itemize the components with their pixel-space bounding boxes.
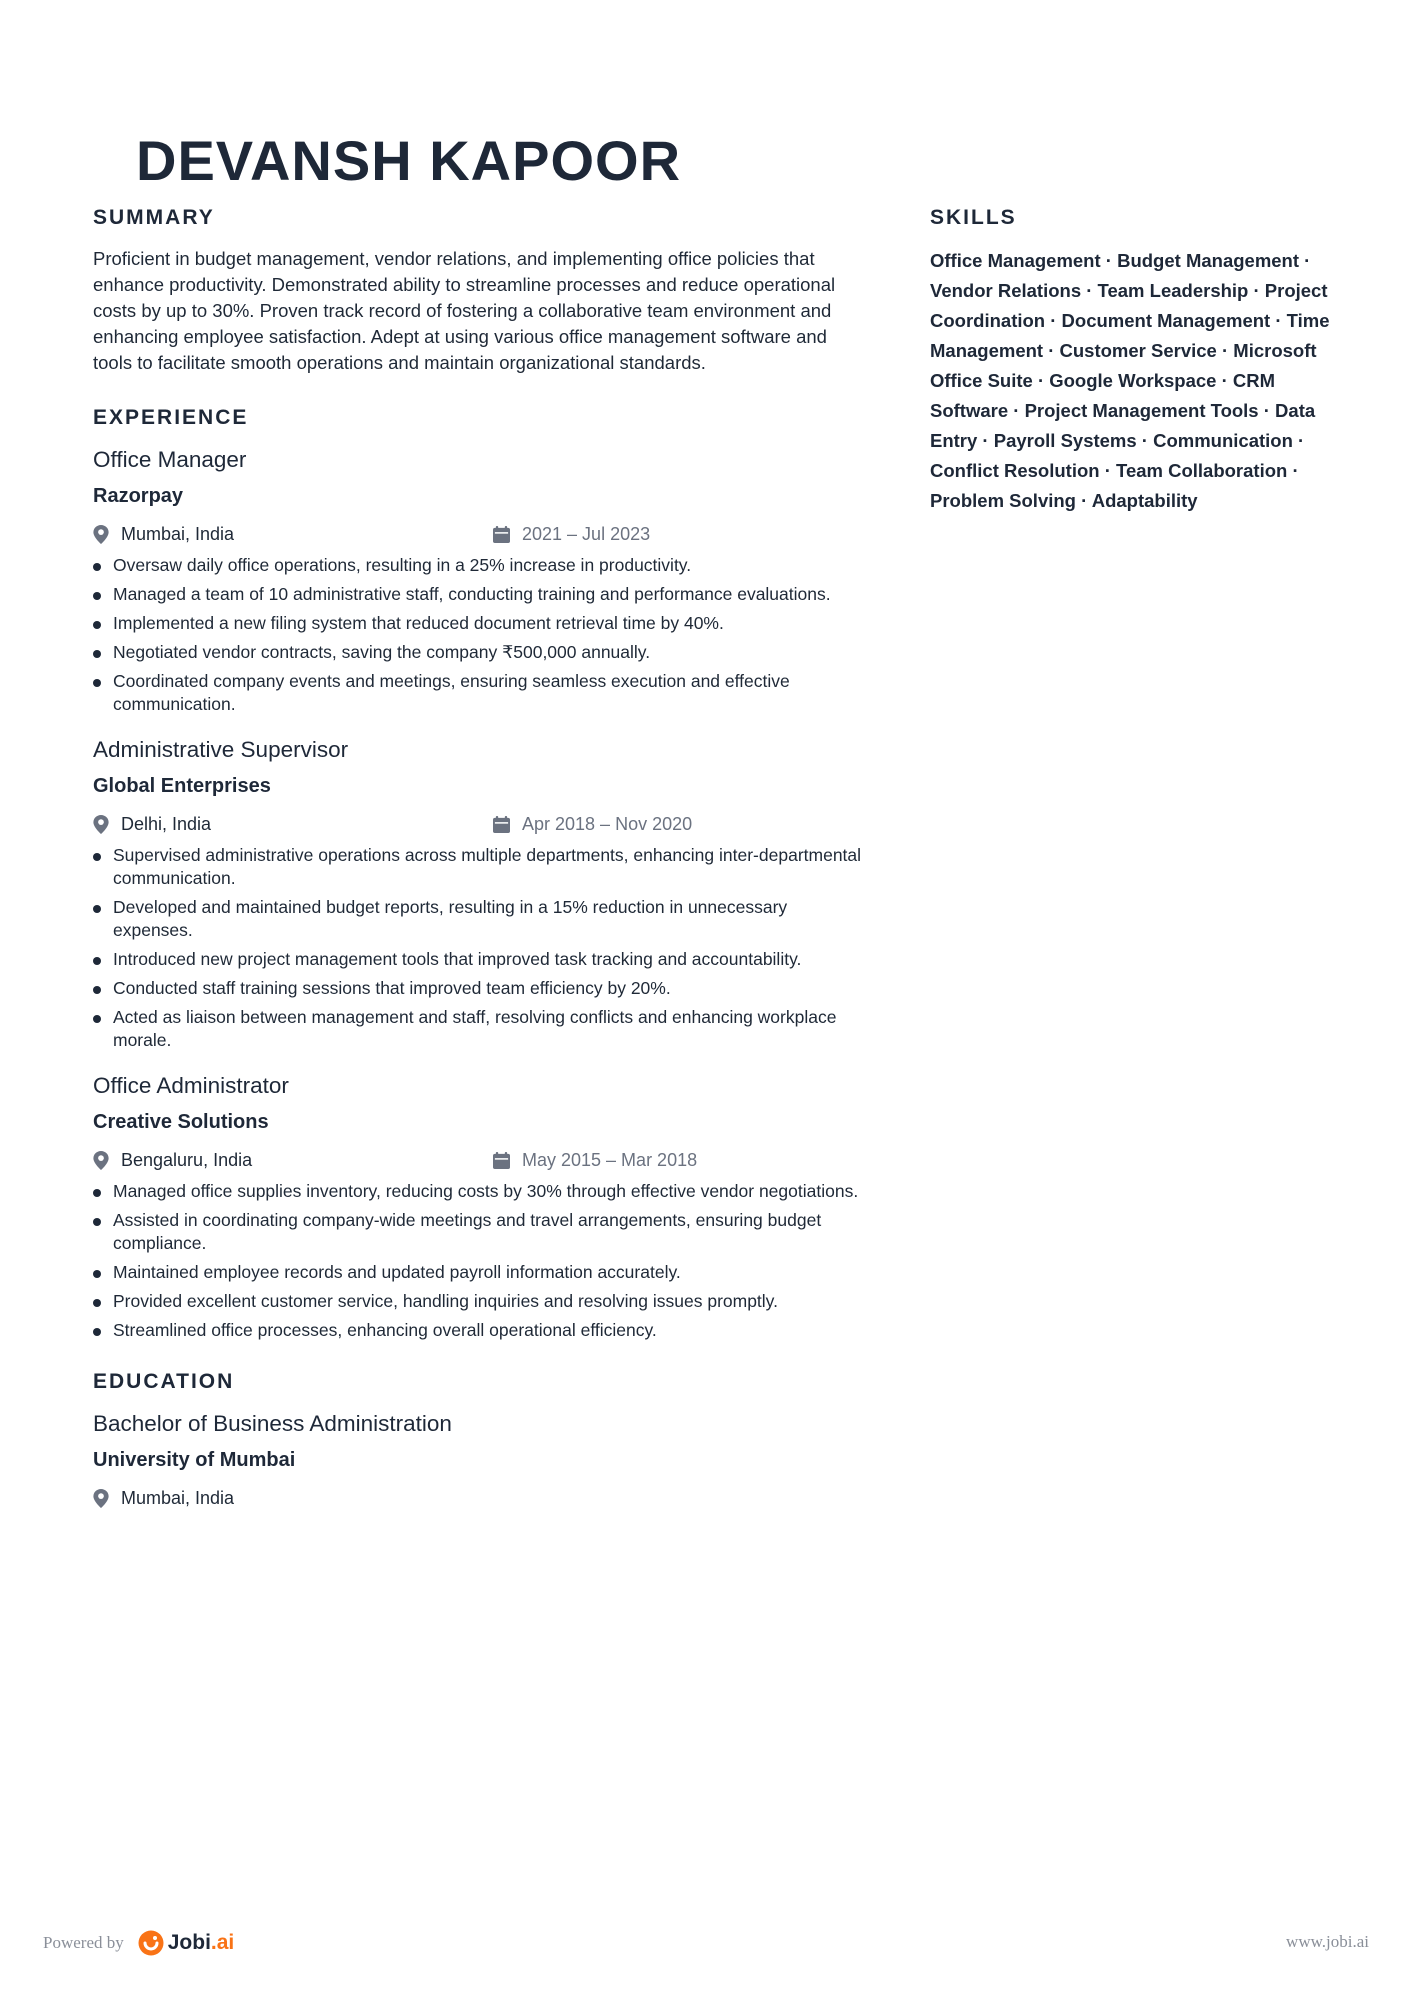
job-location-text: Bengaluru, India <box>121 1149 253 1170</box>
bullet-item: Managed office supplies inventory, reducing costs by 30% through effective vendor negotiations. <box>93 1180 863 1203</box>
calendar-icon <box>493 1152 510 1169</box>
job-location-text: Delhi, India <box>121 813 212 834</box>
degree-title: Bachelor of Business Administration <box>93 1411 452 1436</box>
calendar-icon <box>493 526 510 543</box>
job-company: Razorpay <box>93 485 184 507</box>
summary-heading: SUMMARY <box>93 206 215 229</box>
job-meta <box>93 1146 863 1174</box>
bullet-item: Conducted staff training sessions that improved team efficiency by 20%. <box>93 977 863 1000</box>
map-pin-icon <box>93 1489 109 1508</box>
job-entry <box>93 446 863 716</box>
education-location-text: Mumbai, India <box>121 1487 235 1508</box>
school-name: University of Mumbai <box>93 1449 296 1471</box>
logo-suffix-text: .ai <box>210 1931 235 1954</box>
jobi-logo[interactable] <box>138 1930 235 1956</box>
job-dates-text: May 2015 – Mar 2018 <box>522 1149 698 1170</box>
education-heading: EDUCATION <box>93 1370 235 1393</box>
bullet-item: Developed and maintained budget reports, resulting in a 15% reduction in unnecessary expenses. <box>93 896 863 942</box>
calendar-icon <box>493 816 510 833</box>
skills-list: Office Management · Budget Management · Vendor Relations · Team Leadership · Project Coordination · Document Management · Time Management · Customer Service · Microsoft Office Suite · Google Workspace · CRM Software · Project Management Tools · Data Entry · Payroll Systems · Communication · Conflict Resolution · Team Collaboration · Problem Solving · Adaptability <box>930 250 1330 511</box>
bullet-item: Maintained employee records and updated payroll information accurately. <box>93 1261 863 1284</box>
job-location <box>93 1150 493 1171</box>
experience-heading: EXPERIENCE <box>93 406 249 429</box>
powered-by-label: Powered by <box>43 1933 124 1952</box>
jobi-logo-icon <box>138 1930 164 1956</box>
education-location <box>93 1488 493 1509</box>
map-pin-icon <box>93 1151 109 1170</box>
job-meta <box>93 520 863 548</box>
job-title: Administrative Supervisor <box>93 737 349 762</box>
job-dates-text: 2021 – Jul 2023 <box>522 523 651 544</box>
job-entry <box>93 1072 863 1342</box>
job-bullets <box>93 1180 863 1342</box>
bullet-item: Assisted in coordinating company-wide meetings and travel arrangements, ensuring budget compliance. <box>93 1209 863 1255</box>
bullet-item: Provided excellent customer service, handling inquiries and resolving issues promptly. <box>93 1290 863 1313</box>
job-meta <box>93 810 863 838</box>
job-dates <box>493 1150 697 1171</box>
job-dates <box>493 524 650 545</box>
map-pin-icon <box>93 525 109 544</box>
bullet-item: Acted as liaison between management and staff, resolving conflicts and enhancing workplace morale. <box>93 1006 863 1052</box>
skills-section <box>930 206 1340 516</box>
footer-powered-by <box>43 1930 234 1956</box>
job-location <box>93 814 493 835</box>
footer-website-link[interactable]: www.jobi.ai <box>1286 1932 1369 1951</box>
logo-text <box>168 1931 235 1955</box>
summary-text: Proficient in budget management, vendor relations, and implementing office policies that enhance productivity. Demonstrated ability to streamline processes and reduce operational costs by up to 30%. Proven track record of fostering a collaborative team environment and enhancing employee satisfaction. Adept at using various office management software and tools to facilitate smooth operations and maintain organizational standards. <box>93 248 836 373</box>
job-location <box>93 524 493 545</box>
job-entry <box>93 736 863 1052</box>
job-company: Global Enterprises <box>93 775 271 797</box>
job-bullets <box>93 844 863 1052</box>
education-section <box>93 1370 863 1512</box>
bullet-item: Introduced new project management tools that improved task tracking and accountability. <box>93 948 863 971</box>
job-company: Creative Solutions <box>93 1111 269 1133</box>
map-pin-icon <box>93 815 109 834</box>
job-location-text: Mumbai, India <box>121 523 235 544</box>
job-dates <box>493 814 692 835</box>
bullet-item: Coordinated company events and meetings, ensuring seamless execution and effective communication. <box>93 670 863 716</box>
bullet-item: Supervised administrative operations across multiple departments, enhancing inter-departmental communication. <box>93 844 863 890</box>
summary-section <box>93 206 863 376</box>
side-column <box>930 206 1340 516</box>
bullet-item: Oversaw daily office operations, resulting in a 25% increase in productivity. <box>93 554 863 577</box>
job-title: Office Manager <box>93 447 247 472</box>
bullet-item: Streamlined office processes, enhancing overall operational efficiency. <box>93 1319 863 1342</box>
bullet-item: Implemented a new filing system that reduced document retrieval time by 40%. <box>93 612 863 635</box>
logo-main-text: Jobi <box>167 1931 211 1954</box>
main-column <box>93 206 863 1518</box>
bullet-item: Negotiated vendor contracts, saving the company ₹500,000 annually. <box>93 641 863 664</box>
education-meta <box>93 1484 863 1512</box>
job-bullets <box>93 554 863 716</box>
candidate-name: DEVANSH KAPOOR <box>136 129 682 192</box>
experience-section <box>93 406 863 1342</box>
job-dates-text: Apr 2018 – Nov 2020 <box>522 813 693 834</box>
skills-heading: SKILLS <box>930 206 1017 229</box>
bullet-item: Managed a team of 10 administrative staff, conducting training and performance evaluations. <box>93 583 863 606</box>
job-title: Office Administrator <box>93 1073 289 1098</box>
